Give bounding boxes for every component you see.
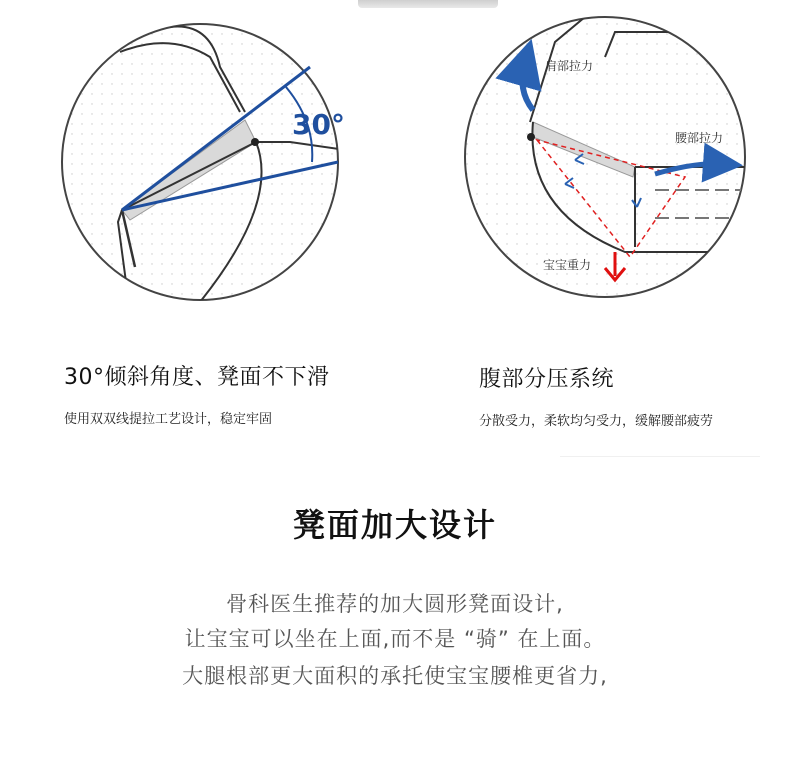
abdominal-pressure-diagram [455, 12, 755, 307]
feature-desc-tilt: 使用双双线提拉工艺设计，稳定牢固 [64, 412, 273, 427]
angle-label: 30° [292, 108, 345, 141]
product-image-edge [358, 0, 498, 8]
shoulder-force-label: 肩部拉力 [545, 59, 594, 73]
waist-force-label: 腰部拉力 [675, 131, 724, 145]
gravity-label: 宝宝重力 [543, 258, 592, 272]
section-body-line: 让宝宝可以坐在上面,而不是 “骑” 在上面。 [184, 627, 606, 651]
divider [560, 456, 760, 457]
tilt-angle-diagram [60, 12, 370, 312]
section-title: 凳面加大设计 [292, 506, 497, 544]
feature-title-abdominal: 腹部分压系统 [479, 367, 615, 392]
section-body-line: 骨科医生推荐的加大圆形凳面设计, [226, 592, 564, 616]
feature-desc-abdominal: 分散受力，柔软均匀受力，缓解腰部疲劳 [479, 414, 714, 429]
section-body-line: 大腿根部更大面积的承托使宝宝腰椎更省力, [182, 664, 608, 688]
feature-title-tilt: 30°倾斜角度、凳面不下滑 [64, 365, 330, 390]
